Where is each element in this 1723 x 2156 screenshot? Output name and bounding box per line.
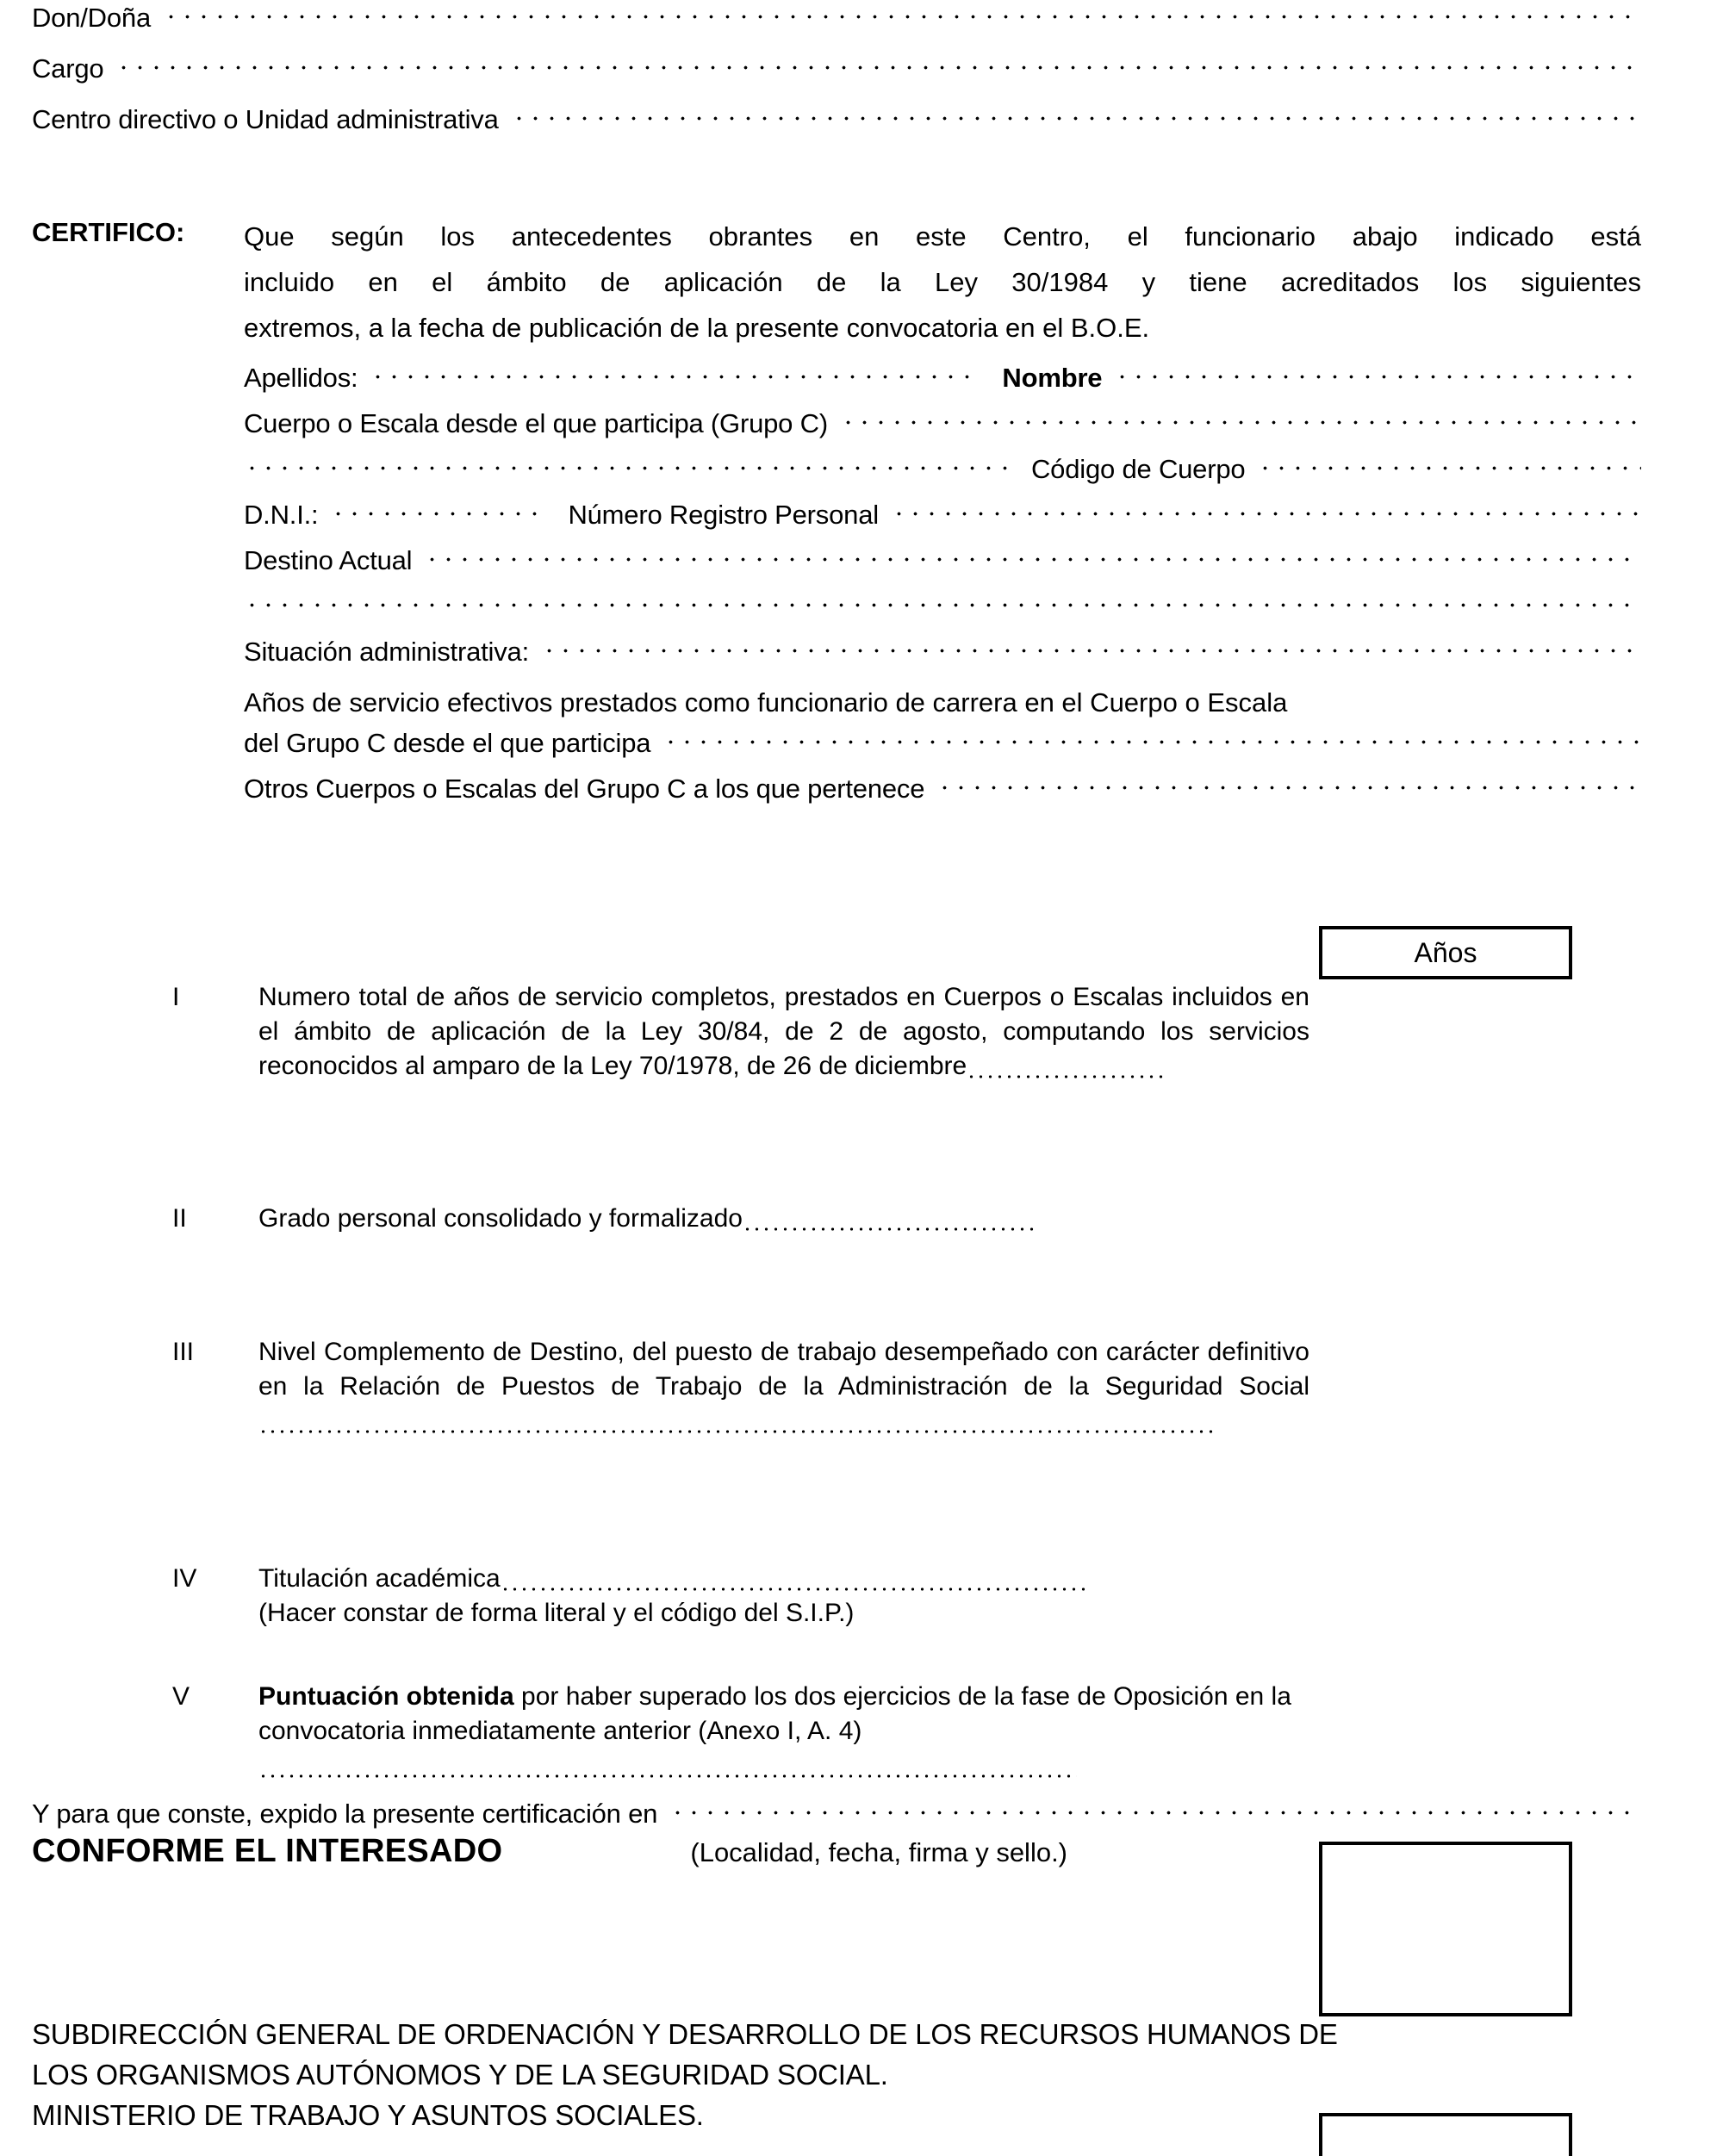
conforme-interesado-label: CONFORME EL INTERESADO <box>32 1833 503 1869</box>
nrp-fill-line[interactable] <box>891 497 1641 524</box>
conste-fill-line[interactable] <box>669 1796 1641 1823</box>
ministry-line-1: SUBDIRECCIÓN GENERAL DE ORDENACIÓN Y DESARROLLO DE LOS RECURSOS HUMANOS DE <box>32 2018 1338 2050</box>
item-v-leader-dots <box>258 1761 1077 1783</box>
field-row-codigo-cuerpo <box>244 451 1641 497</box>
cuerpo-escala-continuation-line[interactable] <box>244 451 1011 478</box>
item-row-iii <box>172 1335 1309 1438</box>
conste-label: Y para que conste, expido la presente certificación en <box>32 1799 658 1829</box>
apellidos-label: Apellidos: <box>244 363 358 393</box>
field-row-destino-continuation <box>244 588 1641 634</box>
item-text-iv-subtext: (Hacer constar de forma literal y el código del S.I.P.) <box>258 1599 855 1627</box>
certifico-line-2: incluido en el ámbito de aplicación de la Ley 30/1984 y tiene acreditados los siguientes <box>244 267 1641 297</box>
ministry-line-2: LOS ORGANISMOS AUTÓNOMOS Y DE LA SEGURIDAD SOCIAL. <box>32 2059 888 2091</box>
nrp-label: Número Registro Personal <box>568 500 879 530</box>
signature-row <box>32 1833 1641 1870</box>
anos-column-header <box>1319 926 1572 979</box>
field-row-centro-directivo <box>32 102 1641 138</box>
certifico-keyword: CERTIFICO: <box>32 217 185 247</box>
certifico-paragraph <box>244 214 1641 351</box>
item-iii-leader-dots <box>258 1416 1215 1438</box>
codigo-cuerpo-label: Código de Cuerpo <box>1031 454 1246 484</box>
field-row-destino-actual <box>244 543 1641 588</box>
item-numeral-i: I <box>172 983 180 1011</box>
situacion-administrativa-fill-line[interactable] <box>541 634 1641 661</box>
field-row-cargo <box>32 51 1641 87</box>
situacion-administrativa-label: Situación administrativa: <box>244 637 529 667</box>
field-row-situacion <box>244 634 1641 680</box>
item-iv-leader-dots <box>501 1574 1086 1596</box>
nombre-label: Nombre <box>1002 363 1103 393</box>
item-text-ii-body: Grado personal consolidado y formalizado <box>258 1204 743 1233</box>
item-numeral-ii: II <box>172 1204 187 1233</box>
apellidos-fill-line[interactable] <box>370 360 981 387</box>
anos-column-header-label: Años <box>1414 936 1477 968</box>
centro-directivo-fill-line[interactable] <box>511 102 1641 128</box>
item-row-v <box>172 1680 1309 1783</box>
destino-actual-label: Destino Actual <box>244 545 413 575</box>
centro-directivo-label: Centro directivo o Unidad administrativa <box>32 104 499 134</box>
header-fields <box>32 0 1641 152</box>
item-text-iii <box>258 1335 1309 1438</box>
item-text-v-bold: Puntuación obtenida <box>258 1682 514 1711</box>
item-text-iv-body: Titulación académica <box>258 1564 501 1593</box>
cargo-fill-line[interactable] <box>115 51 1641 78</box>
destino-actual-fill-line[interactable] <box>424 543 1641 569</box>
item-row-i <box>172 980 1309 1084</box>
cargo-label: Cargo <box>32 53 104 84</box>
item-text-v-body: por haber superado los dos ejercicios de la fase de Oposición en la convocatoria inmediatamente anterior (Anexo I, A. 4) <box>258 1682 1291 1745</box>
item-text-i <box>258 980 1309 1084</box>
anos-servicio-line-1: Años de servicio efectivos prestados como funcionario de carrera en el Cuerpo o Escala <box>244 687 1288 718</box>
field-row-dni <box>244 497 1641 543</box>
item-row-ii <box>172 1202 1309 1236</box>
item-text-i-body: Numero total de años de servicio completos, prestados en Cuerpos o Escalas incluidos en el ámbito de aplicación de la Ley 30/84, de 2 de agosto, computando los servicios reconocidos al amparo de la Ley 70/1978, de 26 de diciembre <box>258 983 1309 1080</box>
don-dona-fill-line[interactable] <box>163 0 1641 27</box>
field-row-apellidos <box>244 360 1641 406</box>
dni-fill-line[interactable] <box>330 497 547 524</box>
applicant-fields <box>244 360 1641 817</box>
certifico-block <box>32 214 1641 351</box>
otros-cuerpos-label: Otros Cuerpos o Escalas del Grupo C a los que pertenece <box>244 774 925 804</box>
certification-issue-row <box>32 1796 1641 1834</box>
certifico-line-3: extremos, a la fecha de publicación de la presente convocatoria en el B.O.E. <box>244 313 1150 343</box>
field-row-otros-cuerpos <box>244 771 1641 817</box>
otros-cuerpos-fill-line[interactable] <box>936 771 1641 798</box>
item-text-v <box>258 1680 1309 1783</box>
item-numeral-v: V <box>172 1682 190 1711</box>
item-text-ii <box>258 1202 1309 1236</box>
codigo-cuerpo-fill-line[interactable] <box>1257 451 1641 478</box>
item-ii-leader-dots <box>743 1214 1036 1236</box>
item-row-iv <box>172 1562 1309 1631</box>
anos-servicio-label: del Grupo C desde el que participa <box>244 728 651 758</box>
conste-row <box>32 1796 1641 1834</box>
field-row-don-dona <box>32 0 1641 36</box>
dni-label: D.N.I.: <box>244 500 319 530</box>
don-dona-label: Don/Doña <box>32 3 151 33</box>
ministry-footer <box>32 2014 1703 2135</box>
cuerpo-escala-fill-line[interactable] <box>840 406 1641 432</box>
nombre-fill-line[interactable] <box>1114 360 1641 387</box>
field-row-anos-servicio <box>244 725 1641 771</box>
item-text-iii-body: Nivel Complemento de Destino, del puesto de trabajo desempeñado con carácter definitivo en la Relación de Puestos de Trabajo de la Administración de la Seguridad Social <box>258 1338 1309 1401</box>
localidad-fecha-firma-sello-label: (Localidad, fecha, firma y sello.) <box>690 1837 1068 1867</box>
cuerpo-escala-label: Cuerpo o Escala desde el que participa (Grupo C) <box>244 408 828 438</box>
item-numeral-iv: IV <box>172 1564 197 1593</box>
field-row-cuerpo-escala <box>244 406 1641 451</box>
item-text-iv <box>258 1562 1309 1631</box>
ministry-line-3: MINISTERIO DE TRABAJO Y ASUNTOS SOCIALES. <box>32 2099 704 2131</box>
certifico-line-1: Que según los antecedentes obrantes en este Centro, el funcionario abajo indicado está <box>244 221 1641 252</box>
destino-continuation-fill-line[interactable] <box>244 588 1641 615</box>
item-i-leader-dots <box>967 1061 1166 1084</box>
item-numeral-iii: III <box>172 1338 195 1366</box>
anos-servicio-fill-line[interactable] <box>662 725 1641 752</box>
